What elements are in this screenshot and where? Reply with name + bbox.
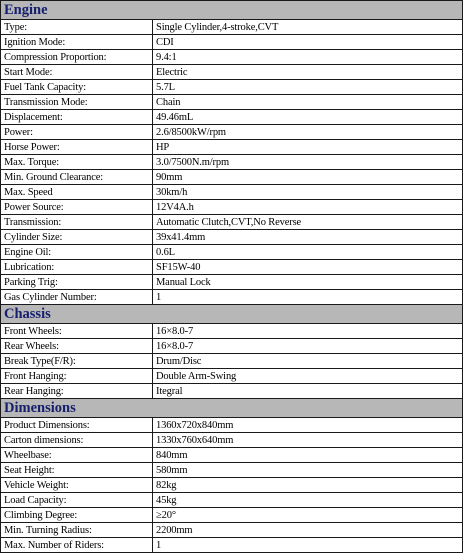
- spec-row: [1, 448, 463, 463]
- spec-row: [1, 508, 463, 523]
- spec-value: 1: [153, 290, 463, 305]
- spec-label: Rear Hanging:: [1, 384, 153, 399]
- spec-value: 9.4:1: [153, 50, 463, 65]
- spec-label: Wheelbase:: [1, 448, 153, 463]
- spec-label: Gas Cylinder Number:: [1, 290, 153, 305]
- spec-value: Double Arm-Swing: [153, 369, 463, 384]
- spec-row: [1, 140, 463, 155]
- spec-row: [1, 35, 463, 50]
- spec-label: Front Hanging:: [1, 369, 153, 384]
- spec-label: Min. Turning Radius:: [1, 523, 153, 538]
- spec-label: Displacement:: [1, 110, 153, 125]
- spec-row: [1, 290, 463, 305]
- section-header-chassis: [1, 305, 463, 324]
- spec-label: Max. Speed: [1, 185, 153, 200]
- spec-row: [1, 324, 463, 339]
- spec-label: Power:: [1, 125, 153, 140]
- spec-row: [1, 20, 463, 35]
- spec-value: 16×8.0-7: [153, 339, 463, 354]
- spec-row: [1, 418, 463, 433]
- spec-row: [1, 384, 463, 399]
- spec-value: Single Cylinder,4-stroke,CVT: [153, 20, 463, 35]
- spec-value: SF15W-40: [153, 260, 463, 275]
- spec-label: Max. Torque:: [1, 155, 153, 170]
- spec-row: [1, 339, 463, 354]
- spec-value: 0.6L: [153, 245, 463, 260]
- spec-label: Min. Ground Clearance:: [1, 170, 153, 185]
- spec-value: Drum/Disc: [153, 354, 463, 369]
- spec-row: [1, 50, 463, 65]
- spec-value: Electric: [153, 65, 463, 80]
- spec-value: 45kg: [153, 493, 463, 508]
- spec-value: 16×8.0-7: [153, 324, 463, 339]
- spec-label: Max. Number of Riders:: [1, 538, 153, 553]
- spec-row: [1, 125, 463, 140]
- spec-value: 30km/h: [153, 185, 463, 200]
- spec-value: 3.0/7500N.m/rpm: [153, 155, 463, 170]
- spec-value: 90mm: [153, 170, 463, 185]
- spec-label: Rear Wheels:: [1, 339, 153, 354]
- spec-label: Transmission Mode:: [1, 95, 153, 110]
- spec-label: Start Mode:: [1, 65, 153, 80]
- spec-value: 2.6/8500kW/rpm: [153, 125, 463, 140]
- spec-value: 1330x760x640mm: [153, 433, 463, 448]
- spec-value: 840mm: [153, 448, 463, 463]
- spec-row: [1, 463, 463, 478]
- spec-row: [1, 80, 463, 95]
- spec-label: Horse Power:: [1, 140, 153, 155]
- spec-value: 82kg: [153, 478, 463, 493]
- spec-label: Carton dimensions:: [1, 433, 153, 448]
- spec-value: 2200mm: [153, 523, 463, 538]
- spec-row: [1, 155, 463, 170]
- spec-label: Break Type(F/R):: [1, 354, 153, 369]
- spec-value: Itegral: [153, 384, 463, 399]
- spec-label: Transmission:: [1, 215, 153, 230]
- spec-label: Power Source:: [1, 200, 153, 215]
- spec-row: [1, 185, 463, 200]
- spec-row: [1, 170, 463, 185]
- spec-row: [1, 245, 463, 260]
- spec-value: 49.46mL: [153, 110, 463, 125]
- spec-row: [1, 538, 463, 553]
- spec-value: 580mm: [153, 463, 463, 478]
- spec-row: [1, 493, 463, 508]
- spec-table-body: [1, 1, 463, 553]
- spec-label: Type:: [1, 20, 153, 35]
- spec-value: 1360x720x840mm: [153, 418, 463, 433]
- section-title: Engine: [1, 1, 463, 20]
- spec-value: CDI: [153, 35, 463, 50]
- spec-label: Seat Height:: [1, 463, 153, 478]
- spec-value: 1: [153, 538, 463, 553]
- spec-row: [1, 110, 463, 125]
- spec-value: ≥20°: [153, 508, 463, 523]
- spec-label: Cylinder Size:: [1, 230, 153, 245]
- spec-row: [1, 433, 463, 448]
- spec-row: [1, 95, 463, 110]
- section-header-engine: [1, 1, 463, 20]
- spec-row: [1, 215, 463, 230]
- spec-label: Front Wheels:: [1, 324, 153, 339]
- spec-label: Vehicle Weight:: [1, 478, 153, 493]
- spec-row: [1, 260, 463, 275]
- spec-value: Automatic Clutch,CVT,No Reverse: [153, 215, 463, 230]
- spec-value: 39x41.4mm: [153, 230, 463, 245]
- spec-row: [1, 354, 463, 369]
- spec-label: Lubrication:: [1, 260, 153, 275]
- spec-row: [1, 200, 463, 215]
- spec-label: Fuel Tank Capacity:: [1, 80, 153, 95]
- spec-row: [1, 478, 463, 493]
- section-header-dimensions: [1, 399, 463, 418]
- spec-label: Compression Proportion:: [1, 50, 153, 65]
- spec-label: Climbing Degree:: [1, 508, 153, 523]
- spec-value: 5.7L: [153, 80, 463, 95]
- spec-label: Parking Trig:: [1, 275, 153, 290]
- spec-value: Manual Lock: [153, 275, 463, 290]
- spec-label: Load Capacity:: [1, 493, 153, 508]
- spec-row: [1, 230, 463, 245]
- section-title: Chassis: [1, 305, 463, 324]
- section-title: Dimensions: [1, 399, 463, 418]
- spec-label: Product Dimensions:: [1, 418, 153, 433]
- spec-label: Ignition Mode:: [1, 35, 153, 50]
- spec-row: [1, 275, 463, 290]
- spec-value: Chain: [153, 95, 463, 110]
- spec-row: [1, 523, 463, 538]
- spec-row: [1, 65, 463, 80]
- spec-row: [1, 369, 463, 384]
- spec-value: 12V4A.h: [153, 200, 463, 215]
- spec-value: HP: [153, 140, 463, 155]
- spec-label: Engine Oil:: [1, 245, 153, 260]
